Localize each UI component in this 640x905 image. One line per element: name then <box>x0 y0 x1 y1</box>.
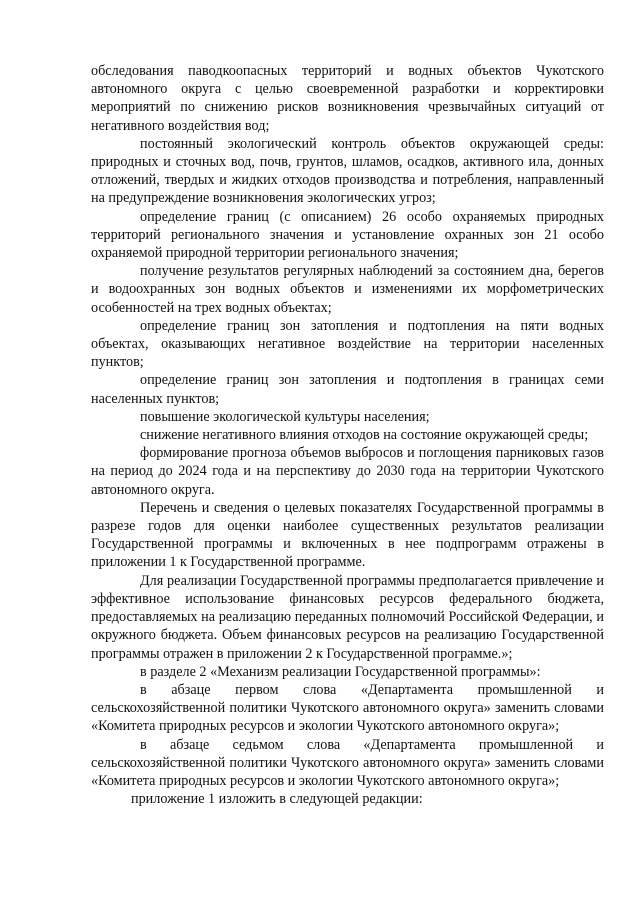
paragraph-1: обследования паводкоопасных территорий и водных объектов Чукотского автономного округа с целью своевременной разработки и корректировки мероприятий по снижению рисков возникновения чрезвычайных ситуаций от негативного воздействия вод; <box>91 63 604 134</box>
paragraph-8: снижение негативного влияния отходов на состояние окружающей среды; <box>140 427 589 444</box>
paragraph-11: Для реализации Государственной программы предполагается привлечение и эффективное использование финансовых ресурсов федерального бюджета, предоставляемых на реализацию переданных полномочий Российской Федерации, и окружного бюджета. Объем финансовых ресурсов на реализацию Государственной программы отражен в приложении 2 к Государственной программе.»; <box>91 572 604 662</box>
paragraph-13: в абзаце первом слова «Департамента промышленной и сельскохозяйственной политики Чукотского автономного округа» заменить словами «Комитета природных ресурсов и экологии Чукотского автономного округа»; <box>91 681 604 735</box>
paragraph-3: определение границ (с описанием) 26 особо охраняемых природных территорий регионального значения и установление охранных зон 21 особо охраняемой природной территории регионального значения; <box>91 208 604 262</box>
paragraph-5: определение границ зон затопления и подтопления на пяти водных объектах, оказывающих негативное воздействие на территории населенных пунктов; <box>91 317 604 371</box>
paragraph-2: постоянный экологический контроль объектов окружающей среды: природных и сточных вод, почв, грунтов, шламов, осадков, активного ила, донных отложений, твердых и жидких отходов производства и потребления, направленный на предупреждение возникновения экологических угроз; <box>91 135 604 207</box>
paragraph-15: приложение 1 изложить в следующей редакции: <box>131 791 423 808</box>
paragraph-9: формирование прогноза объемов выбросов и поглощения парниковых газов на период до 2024 года и на перспективу до 2030 года на территории Чукотского автономного округа. <box>91 445 604 498</box>
document-page <box>91 62 604 808</box>
paragraph-14: в абзаце седьмом слова «Департамента промышленной и сельскохозяйственной политики Чукотского автономного округа» заменить словами «Комитета природных ресурсов и экологии Чукотского автономного округа»; <box>91 736 604 789</box>
paragraph-4: получение результатов регулярных наблюдений за состоянием дна, берегов и водоохранных зон водных объектов и изменениями их морфометрических особенностей на трех водных объектах; <box>91 263 604 316</box>
paragraph-6: определение границ зон затопления и подтопления в границах семи населенных пунктов; <box>91 372 604 407</box>
paragraph-12: в разделе 2 «Механизм реализации Государственной программы»: <box>140 663 541 680</box>
paragraph-7: повышение экологической культуры населения; <box>140 408 430 425</box>
paragraph-10: Перечень и сведения о целевых показателях Государственной программы в разрезе годов для оценки наиболее существенных результатов реализации Государственной программы и включенных в нее подпрограмм отражены в приложении 1 к Государственной программе. <box>91 499 604 571</box>
